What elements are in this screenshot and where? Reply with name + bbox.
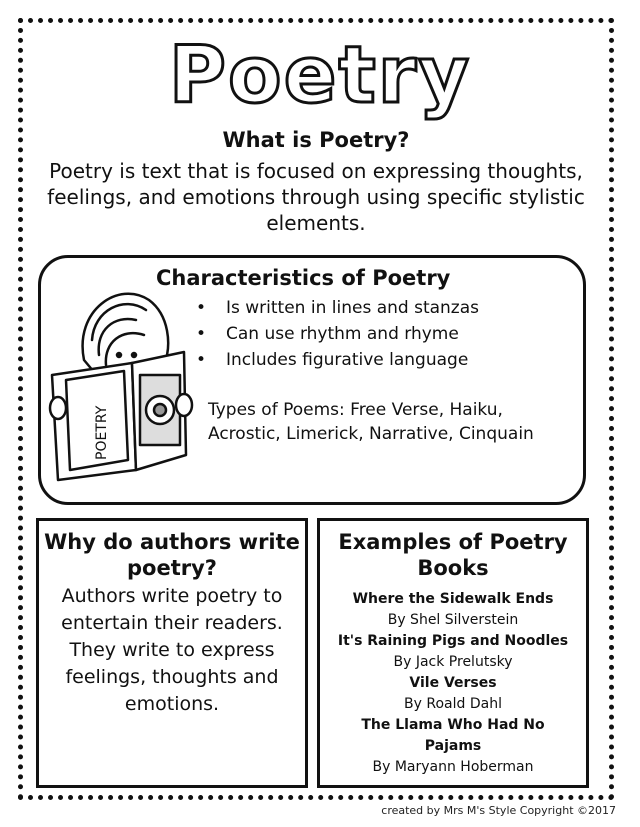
svg-text:POETRY: POETRY	[94, 405, 110, 460]
list-item: • Is written in lines and stanzas	[196, 295, 479, 321]
copyright-credit: created by Mrs M's Style Copyright ©2017	[381, 804, 616, 817]
page-title: Poetry	[168, 31, 472, 121]
book-author: By Shel Silverstein	[387, 612, 519, 628]
characteristics-list	[196, 295, 479, 373]
book-author: By Roald Dahl	[404, 696, 502, 712]
why-authors-box	[36, 518, 308, 788]
child-reading-book-icon	[44, 280, 194, 485]
book-author: By Maryann Hoberman	[372, 759, 534, 775]
book-title: It's Raining Pigs and Noodles	[337, 633, 569, 649]
book-list	[320, 589, 586, 778]
types-of-poems: Types of Poems: Free Verse, Haiku, Acrostic, Limerick, Narrative, Cinquain	[208, 400, 534, 444]
list-item: • Can use rhythm and rhyme	[196, 321, 479, 347]
what-is-poetry-heading: What is Poetry?	[222, 128, 410, 152]
book-author: By Jack Prelutsky	[393, 654, 513, 670]
intro-paragraph: Poetry is text that is focused on expressing thoughts, feelings, and emotions through using specific stylistic elements.	[47, 159, 585, 235]
book-title: Where the Sidewalk Ends	[352, 591, 554, 607]
why-authors-heading: Why do authors write poetry?	[44, 530, 300, 580]
list-item: • Includes figurative language	[196, 347, 479, 373]
why-authors-body: Authors write poetry to entertain their readers. They write to express feelings, thoughts and emotions.	[61, 585, 283, 715]
book-title: Vile Verses	[409, 675, 497, 691]
examples-heading: Examples of Poetry Books	[338, 530, 568, 580]
examples-box	[317, 518, 589, 788]
characteristics-heading: Characteristics of Poetry	[156, 266, 451, 290]
book-title: The Llama Who Had No Pajams	[361, 717, 545, 754]
